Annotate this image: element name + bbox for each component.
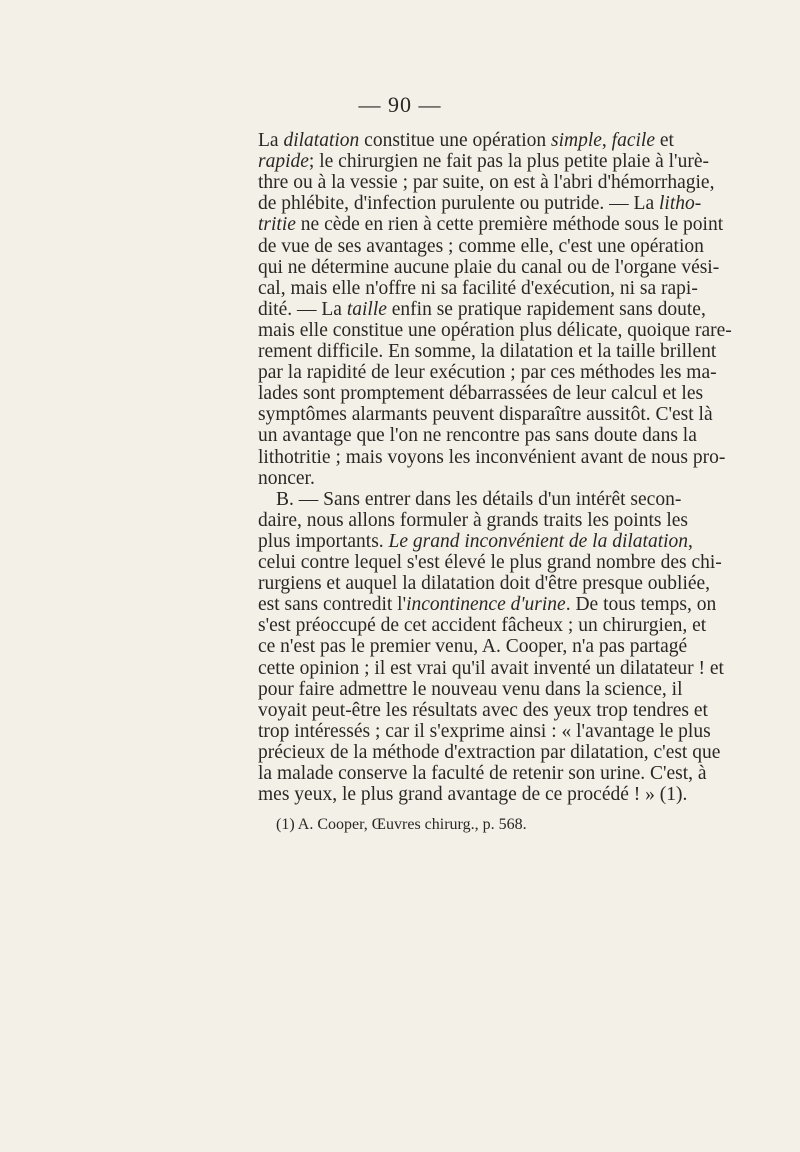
text-segment: , <box>688 530 693 552</box>
italic-text: litho- <box>658 193 702 215</box>
text-line <box>258 509 688 531</box>
text-segment: enfin se pratique rapidement sans doute, <box>386 298 706 320</box>
text-segment: s'est préoccupé de cet accident fâcheux ; un chirurgien, et <box>258 615 707 637</box>
text-line <box>258 130 674 151</box>
text-line <box>258 362 717 384</box>
text-segment: cette opinion ; il est vrai qu'il avait inventé un dilatateur ! et <box>258 657 724 679</box>
text-line <box>258 404 713 426</box>
text-segment: . De tous temps, on <box>565 594 717 616</box>
italic-text: tritie <box>258 214 296 236</box>
text-line <box>258 552 722 573</box>
italic-text: taille <box>346 298 387 320</box>
text-segment: rurgiens et auquel la dilatation doit d'être presque oubliée, <box>258 573 711 595</box>
text-line <box>258 319 732 341</box>
text-line <box>258 425 697 447</box>
text-segment: rement difficile. En somme, la dilatation et la taille brillent <box>258 341 717 362</box>
text-segment: ce n'est pas le premier venu, A. Cooper, n'a pas partagé <box>258 636 688 658</box>
text-line <box>258 594 717 616</box>
text-line <box>258 763 707 784</box>
text-segment: lithotritie ; mais voyons les inconvénient avant de nous pro- <box>258 446 726 468</box>
italic-text: rapide <box>258 151 309 173</box>
italic-text: dilatation <box>283 130 360 151</box>
italic-text: simple <box>551 130 602 151</box>
text-segment: cal, mais elle n'offre ni sa facilité d'exécution, ni sa rapi- <box>258 277 698 299</box>
text-segment: la malade conserve la faculté de retenir son urine. C'est, à <box>258 763 707 784</box>
text-line <box>258 298 706 320</box>
text-segment: constitue une opération <box>359 130 551 151</box>
text-line <box>258 172 715 194</box>
text-segment: de phlébite, d'infection purulente ou putride. — La <box>258 193 659 215</box>
text-segment: lades sont promptement débarrassées de leur calcul et les <box>258 383 704 405</box>
text-line <box>258 530 693 552</box>
text-segment: La <box>258 130 284 151</box>
text-segment: B. — Sans entrer dans les détails d'un intérêt secon- <box>276 488 682 510</box>
text-line <box>258 446 726 468</box>
text-segment: ; le chirurgien ne fait pas la plus petite plaie à l'urè- <box>308 151 709 173</box>
text-line <box>258 214 724 236</box>
italic-text: facile <box>611 130 655 151</box>
text-segment: voyait peut-être les résultats avec des yeux trop tendres et <box>258 699 708 721</box>
text-segment: ne cède en rien à cette première méthode sous le point <box>295 214 724 236</box>
text-segment: un avantage que l'on ne rencontre pas sans doute dans la <box>258 425 697 447</box>
text-segment: trop intéressés ; car il s'exprime ainsi : « l'avantage le plus <box>258 720 711 742</box>
text-line <box>258 193 702 215</box>
text-segment: daire, nous allons formuler à grands traits les points les <box>258 509 688 531</box>
text-segment: de vue de ses avantages ; comme elle, c'est une opération <box>258 235 704 257</box>
text-line <box>258 615 707 637</box>
text-line <box>258 636 688 658</box>
text-line <box>276 488 682 510</box>
page-number: — 90 — <box>358 92 442 117</box>
text-line <box>258 678 683 700</box>
text-line <box>258 277 698 299</box>
text-segment: est sans contredit l' <box>258 594 407 616</box>
text-segment: dité. — La <box>258 298 347 320</box>
text-line <box>258 151 709 173</box>
text-segment: et <box>655 130 674 151</box>
text-segment: plus importants. <box>258 530 389 552</box>
text-segment: mes yeux, le plus grand avantage de ce procédé ! » (1). <box>258 784 688 806</box>
text-segment: celui contre lequel s'est élevé le plus grand nombre des chi- <box>258 552 722 573</box>
italic-text: incontinence d'urine <box>406 594 566 616</box>
text-line <box>258 784 688 806</box>
text-line <box>258 341 717 362</box>
text-segment: mais elle constitue une opération plus délicate, quoique rare- <box>258 319 732 341</box>
text-segment: thre ou à la vessie ; par suite, on est à l'abri d'hémorrhagie, <box>258 172 715 194</box>
text-segment: symptômes alarmants peuvent disparaître aussitôt. C'est là <box>258 404 713 426</box>
text-line <box>258 235 704 257</box>
text-line <box>258 573 711 595</box>
text-segment: précieux de la méthode d'extraction par dilatation, c'est que <box>258 741 721 763</box>
text-segment: , <box>601 130 612 151</box>
text-segment: par la rapidité de leur exécution ; par ces méthodes les ma- <box>258 362 717 384</box>
text-segment: pour faire admettre le nouveau venu dans la science, il <box>258 678 683 700</box>
text-line <box>258 741 721 763</box>
text-line <box>258 657 724 679</box>
text-line <box>258 720 711 742</box>
footnote: (1) A. Cooper, Œuvres chirurg., p. 568. <box>276 816 527 833</box>
italic-text: Le grand inconvénient de la dilatation <box>388 530 689 552</box>
text-line <box>258 256 720 278</box>
text-segment: noncer. <box>258 467 315 489</box>
text-line <box>258 469 654 489</box>
text-line <box>258 699 708 721</box>
text-segment: qui ne détermine aucune plaie du canal ou de l'organe vési- <box>258 256 720 278</box>
text-line <box>258 383 704 405</box>
